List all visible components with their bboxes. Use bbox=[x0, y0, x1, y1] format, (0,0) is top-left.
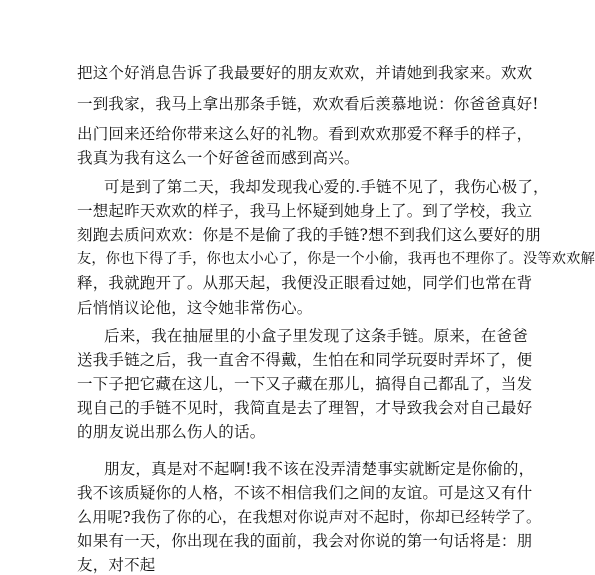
paragraph-line: 出门回来还给你带来这么好的礼物。看到欢欢那爱不释手的样子， bbox=[77, 125, 533, 143]
paragraph-line: 友，对不起 bbox=[77, 556, 156, 574]
paragraph-line: 一想起昨天欢欢的样子，我马上怀疑到她身上了。到了学校，我立 bbox=[77, 202, 533, 220]
paragraph-line: 的朋友说出那么伤人的话。 bbox=[77, 423, 266, 441]
paragraph-line: 把这个好消息告诉了我最要好的朋友欢欢，并请她到我家来。欢欢 bbox=[77, 64, 533, 82]
paragraph-line: 么用呢?我伤了你的心，在我想对你说声对不起时，你却已经转学了。 bbox=[77, 508, 542, 526]
paragraph-line: 朋友，真是对不起啊!我不该在没弄清楚事实就断定是你偷的， bbox=[104, 460, 535, 478]
paragraph-line: 可是到了第二天，我却发现我心爱的.手链不见了，我伤心极了， bbox=[104, 178, 549, 196]
paragraph-line: 后悄悄议论他，这令她非常伤心。 bbox=[77, 299, 313, 317]
paragraph-line: 现自己的手链不见时，我简直是去了理智，才导致我会对自己最好 bbox=[77, 399, 533, 417]
paragraph-line: 一到我家，我马上拿出那条手链，欢欢看后羡慕地说：你爸爸真好! bbox=[77, 95, 539, 113]
paragraph-line: 后来，我在抽屉里的小盒子里发现了这条手链。原来，在爸爸 bbox=[104, 327, 528, 345]
paragraph-line: 友，你也下得了手，你也太小心了，你是一个小偷，我再也不理你了。没等欢欢解 bbox=[77, 251, 595, 267]
paragraph-line: 刻跑去质问欢欢：你是不是偷了我的手链?想不到我们这么要好的朋 bbox=[77, 226, 541, 244]
paragraph-line: 送我手链之后，我一直舍不得戴，生怕在和同学玩耍时弄坏了，便 bbox=[77, 351, 533, 369]
paragraph-line: 释，我就跑开了。从那天起，我便没正眼看过她，同学们也常在背 bbox=[77, 274, 533, 292]
paragraph-line: 如果有一天，你出现在我的面前，我会对你说的第一句话将是：朋 bbox=[77, 532, 533, 550]
paragraph-line: 我不该质疑你的人格，不该不相信我们之间的友谊。可是这又有什 bbox=[77, 484, 533, 502]
paragraph-line: 我真为我有这么一个好爸爸而感到高兴。 bbox=[77, 149, 360, 167]
paragraph-line: 一下子把它藏在这儿，一下又子藏在那儿，搞得自己都乱了，当发 bbox=[77, 375, 533, 393]
